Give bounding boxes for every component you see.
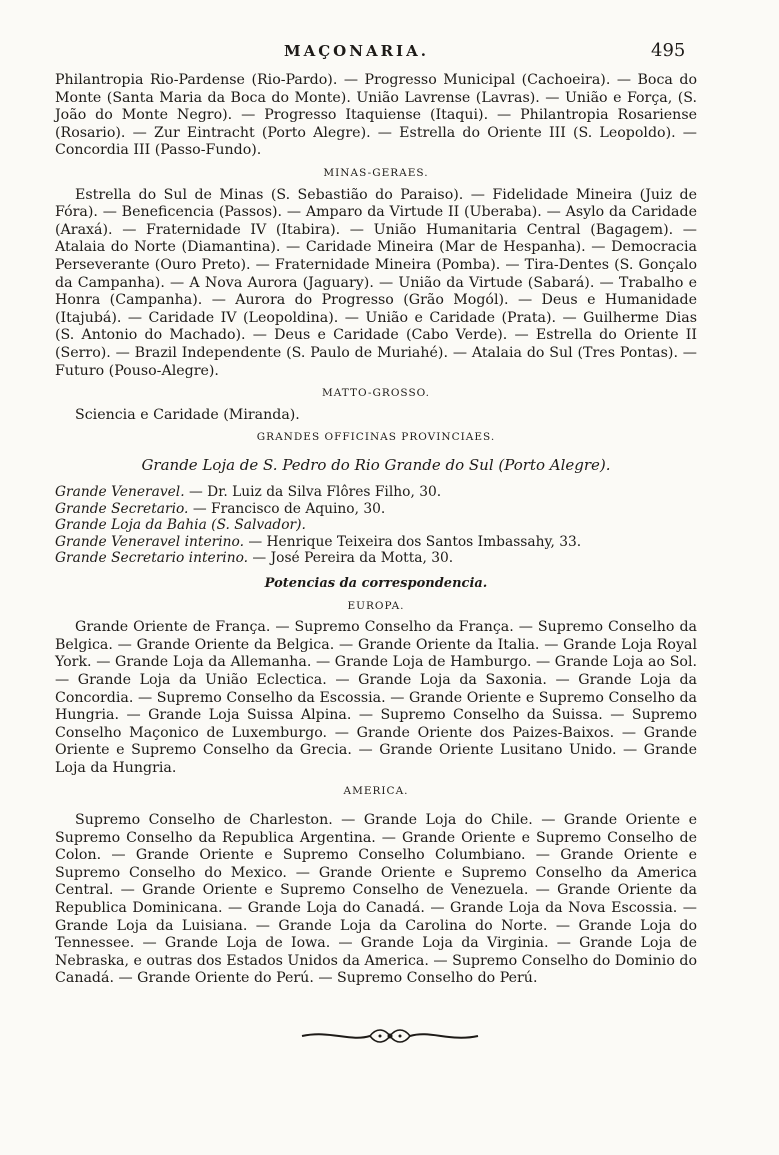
page-content bbox=[55, 72, 697, 988]
officer-line bbox=[55, 517, 697, 534]
matto-grosso-heading: MATTO-GROSSO. bbox=[322, 387, 430, 400]
officer-line bbox=[55, 550, 697, 567]
rio-grande-lodges: Philantropia Rio-Pardense (Rio-Pardo). — Progresso Municipal (Cachoeira). — Boca do Monte (Santa Maria da Boca do Monte). União Lavrense (Lavras). — União e Força, (S. João do Monte Negro). — Progresso Itaquiense (Itaqui). — Philantropia Rosariense (Rosario). — Zur Eintracht (Porto Alegre). — Estrella do Oriente III (S. Leopoldo). — Concordia III (Passo-Fundo). bbox=[55, 72, 697, 159]
running-title: MAÇONARIA. bbox=[284, 42, 429, 60]
minas-heading: MINAS-GERAES. bbox=[323, 166, 429, 179]
matto-grosso-lodges: Sciencia e Caridade (Miranda). bbox=[75, 406, 300, 423]
officer-name: — Dr. Luiz da Silva Flôres Filho, 30. bbox=[184, 484, 442, 501]
europe-powers: Grande Oriente de França. — Supremo Conselho da França. — Supremo Conselho da Belgica. — Grande Oriente da Belgica. — Grande Oriente da Italia. — Grande Loja Royal York. — Grande Loja da Allemanha. — Grande Loja de Hamburgo. — Grande Loja ao Sol. — Grande Loja da União Eclectica. — Grande Loja da Saxonia. — Grande Loja da Concordia. — Supremo Conselho da Escossia. — Grande Oriente e Supremo Conselho da Hungria. — Grande Loja Suissa Alpina. — Supremo Conselho da Suissa. — Supremo Conselho Maçonico de Luxemburgo. — Grande Oriente dos Paizes-Baixos. — Grande Oriente e Supremo Conselho da Grecia. — Grande Oriente Lusitano Unido. — Grande Loja da Hungria. bbox=[55, 619, 697, 776]
page-header bbox=[0, 42, 779, 66]
officer-name: — José Pereira da Motta, 30. bbox=[248, 550, 454, 567]
officer-role: Grande Veneravel interino. bbox=[55, 533, 244, 550]
officer-line bbox=[55, 484, 697, 501]
provincial-heading: GRANDES OFFICINAS PROVINCIAES. bbox=[256, 431, 496, 444]
officer-role: Grande Secretario interino. bbox=[55, 550, 249, 567]
page-number: 495 bbox=[651, 40, 686, 61]
officer-name: — Henrique Teixeira dos Santos Imbassahy, 33. bbox=[243, 533, 582, 550]
tailpiece-ornament-icon bbox=[300, 1024, 480, 1048]
officer-line bbox=[55, 534, 697, 551]
officer-role: Grande Secretario. bbox=[55, 500, 189, 517]
officer-name: — Francisco de Aquino, 30. bbox=[188, 500, 386, 517]
america-heading: AMERICA. bbox=[343, 784, 409, 797]
correspondence-heading: Potencias da correspondencia. bbox=[264, 575, 488, 591]
minas-lodges: Estrella do Sul de Minas (S. Sebastião do Paraiso). — Fidelidade Mineira (Juiz de Fóra). — Beneficencia (Passos). — Amparo da Virtude II (Uberaba). — Asylo da Caridade (Araxá). — Fraternidade IV (Itabira). — União Humanitaria Central (Bagagem). — Atalaia do Norte (Diamantina). — Caridade Mineira (Mar de Hespanha). — Democracia Perseverante (Ouro Preto). — Fraternidade Mineira (Pomba). — Tira-Dentes (S. Gonçalo da Campanha). — A Nova Aurora (Jaguary). — União da Virtude (Sabará). — Trabalho e Honra (Campanha). — Aurora do Progresso (Grão Mogól). — Deus e Humanidade (Itajubá). — Caridade IV (Leopoldina). — União e Caridade (Prata). — Guilherme Dias (S. Antonio do Machado). — Deus e Caridade (Cabo Verde). — Estrella do Oriente II (Serro). — Brazil Independente (S. Paulo de Muriahé). — Atalaia do Sul (Tres Pontas). — Futuro (Pouso-Alegre). bbox=[55, 186, 697, 379]
officers-list bbox=[55, 484, 697, 567]
grand-lodge-title: Grande Loja de S. Pedro do Rio Grande do Sul (Porto Alegre). bbox=[141, 455, 611, 474]
america-powers: Supremo Conselho de Charleston. — Grande Loja do Chile. — Grande Oriente e Supremo Conselho da Republica Argentina. — Grande Oriente e Supremo Conselho de Colon. — Grande Oriente e Supremo Conselho Columbiano. — Grande Oriente e Supremo Conselho do Mexico. — Grande Oriente e Supremo Conselho da America Central. — Grande Oriente e Supremo Conselho de Venezuela. — Grande Oriente da Republica Dominicana. — Grande Loja do Canadá. — Grande Loja da Nova Escossia. — Grande Loja da Luisiana. — Grande Loja da Carolina do Norte. — Grande Loja do Tennessee. — Grande Loja de Iowa. — Grande Loja da Virginia. — Grande Loja de Nebraska, e outras dos Estados Unidos da America. — Supremo Conselho do Dominio do Canadá. — Grande Oriente do Perú. — Supremo Conselho do Perú. bbox=[55, 812, 698, 987]
officer-role: Grande Loja da Bahia (S. Salvador). bbox=[55, 517, 306, 534]
officer-line bbox=[55, 501, 697, 518]
europe-heading: EUROPA. bbox=[347, 599, 405, 612]
officer-role: Grande Veneravel. bbox=[55, 484, 185, 501]
